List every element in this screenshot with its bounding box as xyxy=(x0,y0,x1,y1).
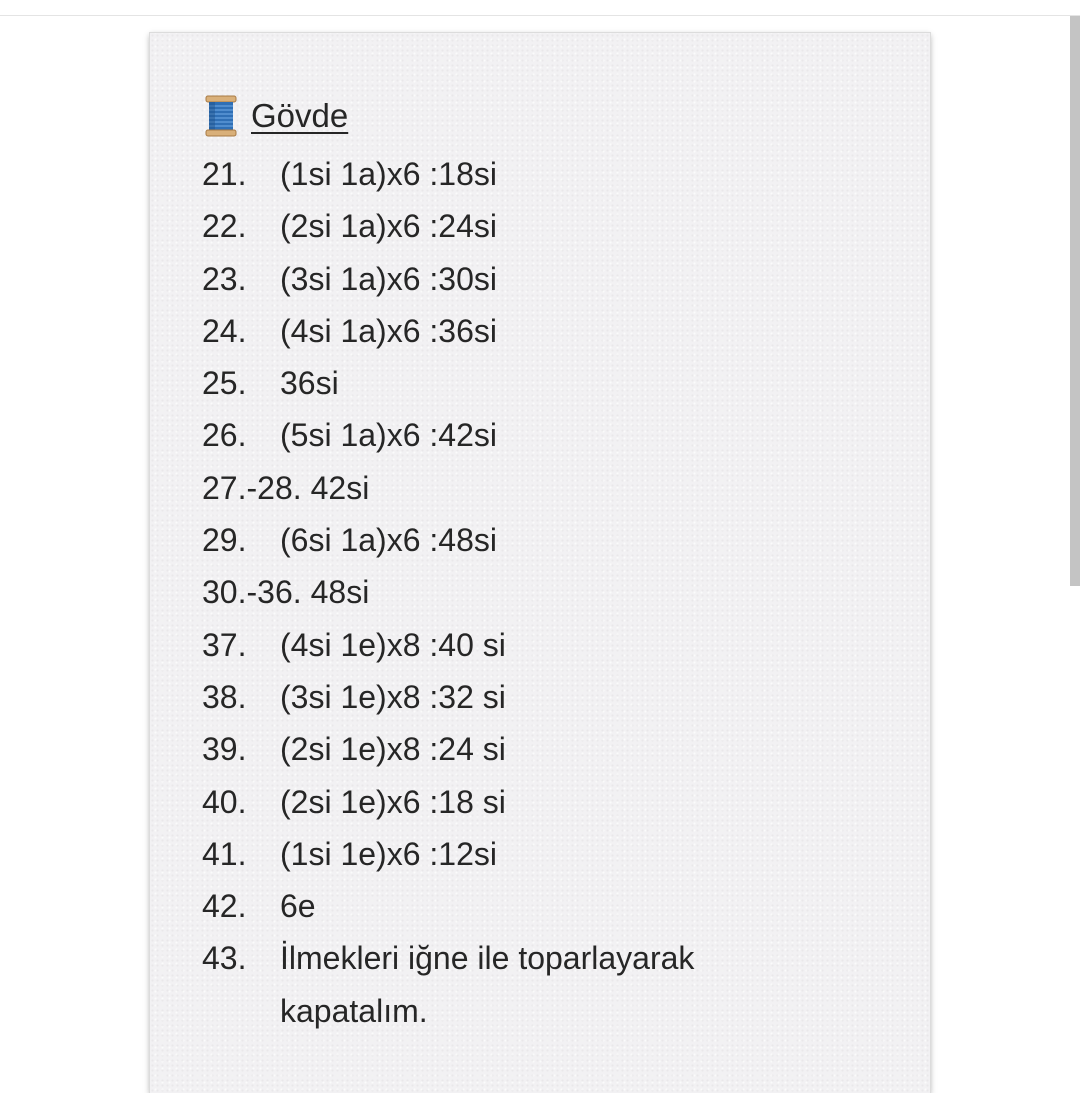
pattern-step xyxy=(202,409,780,461)
pattern-step xyxy=(202,462,780,514)
pattern-step xyxy=(202,723,780,775)
step-instruction: 36si xyxy=(280,365,339,402)
pattern-step xyxy=(202,357,780,409)
pattern-step xyxy=(202,305,780,357)
step-number: 42. xyxy=(202,888,247,925)
step-number: 41. xyxy=(202,835,247,872)
step-instruction: (2si 1a)x6 :24si xyxy=(280,208,497,245)
pattern-step xyxy=(202,253,780,305)
step-number: 24. xyxy=(202,312,247,349)
pattern-step xyxy=(202,932,780,1037)
step-instruction: (5si 1a)x6 :42si xyxy=(280,417,497,454)
step-instruction: (3si 1a)x6 :30si xyxy=(280,260,497,297)
pattern-step xyxy=(202,200,780,252)
step-instruction: (3si 1e)x8 :32 si xyxy=(280,678,506,715)
pattern-step xyxy=(202,514,780,566)
step-instruction: (1si 1e)x6 :12si xyxy=(280,835,497,872)
step-number: 27.-28. xyxy=(202,469,302,506)
step-number: 39. xyxy=(202,731,247,768)
pattern-step xyxy=(202,776,780,828)
top-divider xyxy=(0,15,1080,16)
step-number: 43. xyxy=(202,940,247,977)
pattern-step xyxy=(202,828,780,880)
step-instruction: (2si 1e)x6 :18 si xyxy=(280,783,506,820)
pattern-steps-list xyxy=(202,148,780,1037)
scrollbar[interactable] xyxy=(1070,16,1080,586)
pattern-step xyxy=(202,566,780,618)
thread-spool-icon xyxy=(204,95,238,137)
step-instruction: İlmekleri iğne ile toparlayarak kapatalım. xyxy=(280,940,695,1029)
step-number: 23. xyxy=(202,260,247,297)
step-instruction: 6e xyxy=(280,888,316,925)
step-number: 37. xyxy=(202,626,247,663)
step-instruction: 42si xyxy=(310,469,370,506)
step-number: 22. xyxy=(202,208,247,245)
pattern-step xyxy=(202,619,780,671)
step-instruction: (4si 1a)x6 :36si xyxy=(280,312,497,349)
step-instruction: 48si xyxy=(310,574,370,611)
step-instruction: (1si 1a)x6 :18si xyxy=(280,156,497,192)
step-number: 25. xyxy=(202,365,247,402)
section-title: Gövde xyxy=(251,97,349,134)
step-instruction: (6si 1a)x6 :48si xyxy=(280,522,497,559)
step-instruction: (4si 1e)x8 :40 si xyxy=(280,626,506,663)
step-number: 26. xyxy=(202,417,247,454)
step-number: 38. xyxy=(202,678,247,715)
pattern-step xyxy=(202,148,780,200)
pattern-step xyxy=(202,880,780,932)
step-number: 21. xyxy=(202,156,247,192)
step-number: 40. xyxy=(202,783,247,820)
step-number: 29. xyxy=(202,522,247,559)
section-heading xyxy=(204,93,348,139)
pattern-step xyxy=(202,671,780,723)
step-number: 30.-36. xyxy=(202,574,302,611)
step-instruction: (2si 1e)x8 :24 si xyxy=(280,731,506,768)
note-paper xyxy=(150,33,930,1093)
